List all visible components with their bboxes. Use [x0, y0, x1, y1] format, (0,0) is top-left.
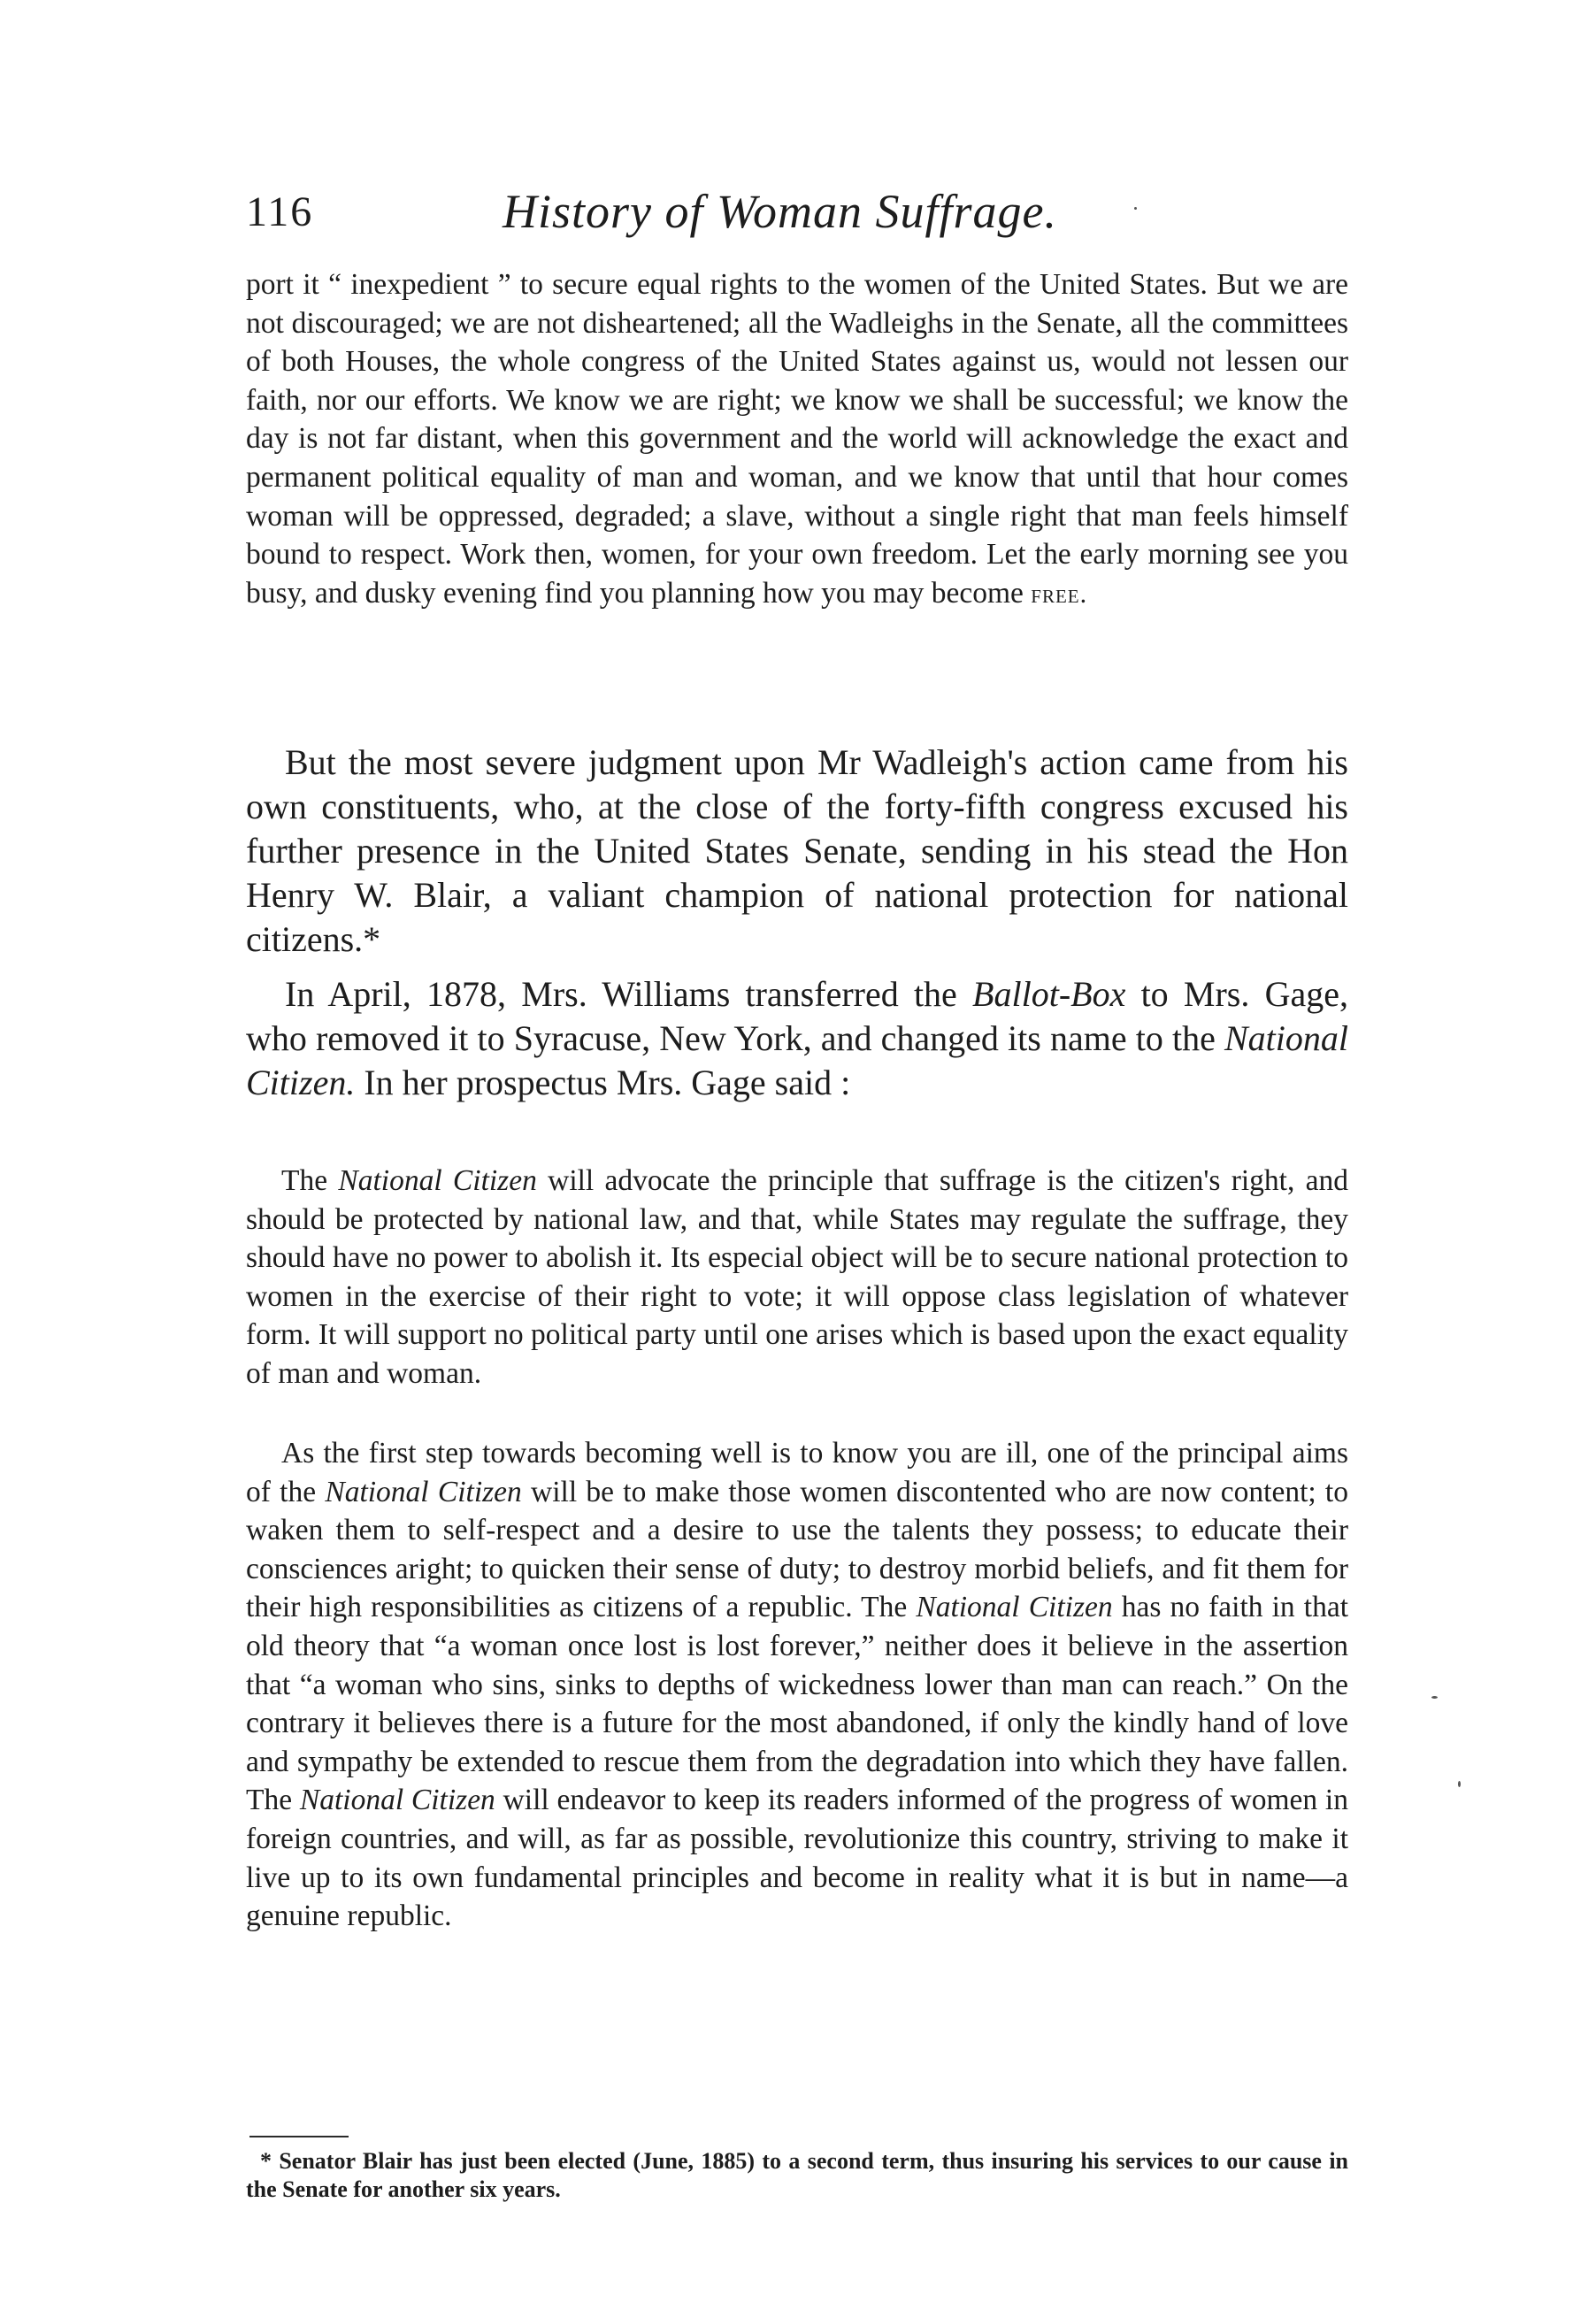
margin-speck [1431, 1696, 1438, 1699]
quote-continuation [246, 265, 1348, 613]
prospectus-2-part-4: will endeavor to keep its readers informed of the progress of women in foreign countries, and will, as far as possible, revolutionize this country, striving to make it live up to its own fundamental principles and become in reality what it is but in name—a genuine republic. [246, 1784, 1348, 1933]
margin-speck [1134, 207, 1137, 210]
paragraph-national-citizen [246, 972, 1348, 1105]
prospectus-1-lead: The [281, 1164, 328, 1197]
prospectus-2-part-1: As the first step towards becoming well is to know you are ill, one of the principal aims of the [246, 1437, 1348, 1508]
prospectus-2-part-2: will be to make those women discontented who are now content; to waken them to self-respect and a desire to use the talents they possess; to educate their consciences aright; to quicken their sense of duty; to destroy morbid beliefs, and fit them for their high responsibilities as citizens of a republic. The [246, 1475, 1348, 1624]
running-title: History of Woman Suffrage. [503, 185, 1058, 238]
paragraph-2-part-3: In her prospectus Mrs. Gage said : [364, 1063, 851, 1102]
prospectus-1-title: National Citizen [338, 1164, 537, 1197]
footnote: * Senator Blair has just been elected (June, 1885) to a second term, thus insuring his services to our cause in the Senate for another six years. [246, 2148, 1348, 2202]
prospectus-1-text: will advocate the principle that suffrage is the citizen's right, and should be protected by national law, and that, while States may regulate the suffrage, they should have no power to abolish it. Its especial object will be to secure national protection to women in the exercise of their right to vote; it will oppose class legislation of whatever form. It will support no political party until one arises which is based upon the exact equality of man and woman. [246, 1164, 1348, 1390]
running-head [246, 177, 1352, 248]
prospectus-paragraph-1 [246, 1162, 1348, 1393]
margin-speck [1458, 1781, 1461, 1787]
quote-continuation-end: free. [1031, 578, 1088, 609]
footnote-rule [249, 2136, 349, 2137]
ballot-box-title: Ballot-Box [972, 974, 1126, 1014]
paragraph-2-part-2: to Mrs. Gage, who removed it to Syracuse, New York, and changed its name to the [246, 974, 1348, 1058]
page-number: 116 [246, 188, 314, 235]
prospectus-paragraph-2 [246, 1434, 1348, 1936]
prospectus-2-title-b: National Citizen [916, 1591, 1113, 1624]
prospectus-2-title-c: National Citizen [299, 1784, 495, 1817]
national-citizen-title: National Citizen. [246, 1018, 1349, 1102]
prospectus-2-part-3: has no faith in that old theory that “a woman once lost is lost forever,” neither does it believe in the assertion that “a woman who sins, sinks to depths of wickedness lower than man can reach.” On the contrary it believes there is a future for the most abandoned, if only the kindly hand of love and sympathy be extended to rescue them from the degradation into which they have fallen. The [246, 1591, 1348, 1817]
quote-continuation-text: port it “ inexpedient ” to secure equal rights to the women of the United States. But we are not discouraged; we are not disheartened; all the Wadleighs in the Senate, all the committees of both Houses, the whole congress of the United States against us, would not lessen our faith, nor our efforts. We know we are right; we know we shall be successful; we know the day is not far distant, when this government and the world will acknowledge the exact and permanent political equality of man and woman, and we know that until that hour comes woman will be oppressed, degraded; a slave, without a single right that man feels himself bound to respect. Work then, women, for your own freedom. Let the early morning see you busy, and dusky evening find you planning how you may become [246, 268, 1348, 610]
paragraph-blair: But the most severe judgment upon Mr Wadleigh's action came from his own constituents, who, at the close of the forty-fifth congress excused his further presence in the United States Senate, sending in his stead the Hon Henry W. Blair, a valiant champion of national protection for national citizens.* [246, 742, 1348, 959]
prospectus-2-title-a: National Citizen [325, 1475, 522, 1508]
paragraph-2-part-1: In April, 1878, Mrs. Williams transferred the [285, 974, 957, 1014]
